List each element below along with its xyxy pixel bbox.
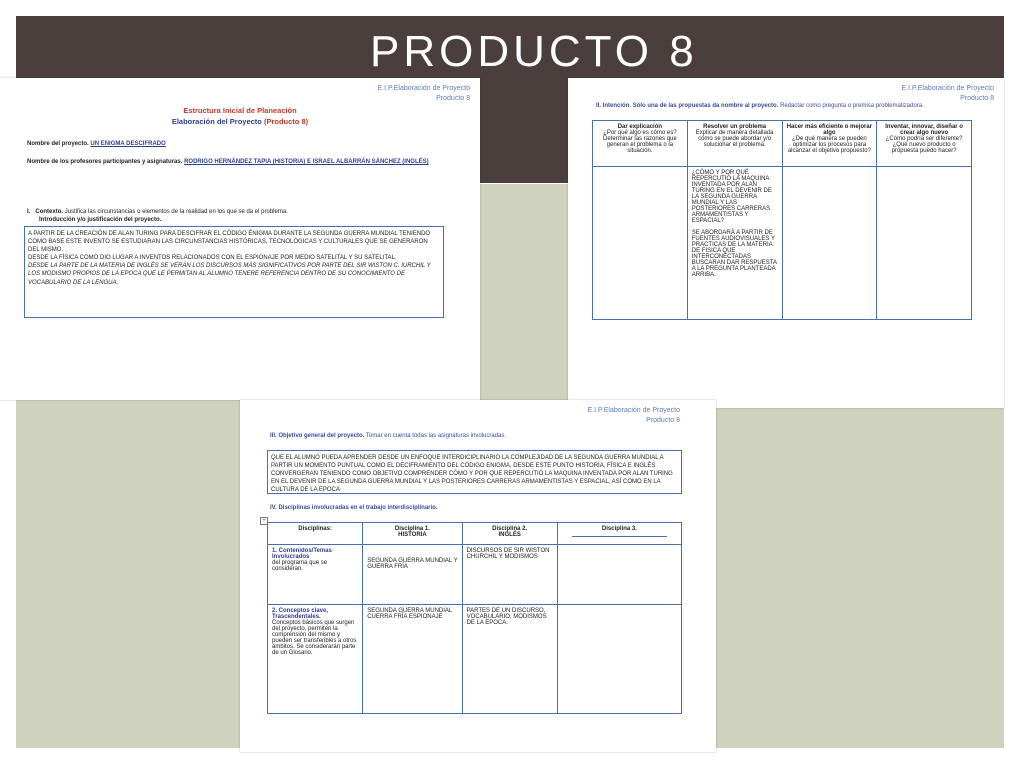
document-page-2 — [568, 78, 1004, 408]
intention-answer-cell[interactable]: ¿CÓMO Y POR QUÉ REPERCUTIÓ LA MAQUINA INVENTADA POR ALAN TURING EN EL DEVENIR DE LA SEGUNDA GUERRA MUNDIAL Y LAS POSTERIORES CARRERAS ARMAMENTISTAS Y ESPACIAL? SE ABORDARÁ A PARTIR DE FUENTES AUDIOVISUALES Y PRACTICAS DE LA MATERIA DE FISICA QUE INTERCONECTADAS BUSCARAN DAR RESPUESTA A LA PREGUNTA PLANTEADA ARRIBA. — [687, 167, 782, 320]
document-title: Estructura Inicial de Planeación Elaboración del Proyecto (Producto 8) — [171, 106, 309, 126]
row-contents-d1[interactable]: SEGUNDA GUERRA MUNDIAL Y GUERRA FRÍA — [363, 545, 462, 605]
page-header: E.I.P.Elaboración de Proyecto Producto 8 — [377, 85, 470, 103]
context-text-box[interactable]: A PARTIR DE LA CREACIÓN DE ALAN TURING PARA DESCIFRAR EL CÓDIGO ÉNIGMA DURANTE LA SEGUNDA GUERRA MUNDIAL TENIENDO COMO BASE ESTE INVENTO SE ESTUDIARAN LAS CIRCUNSTANCIAS HISTÓRICAS, TECNOLÓGICAS Y CULTURALES QUE SE GENERARON DEL MISMO. DESDE LA FÍSICA COMO DIO LUGAR A INVENTOS RELACIONADOS CON EL ESPIONAJE POR MEDIO SATELITAL Y SU SATELITAL. DESDE LA PARTE DE LA MATERIA DE INGLÉS SE VERÁN LOS DISCURSOS MÁS SIGNIFICATIVOS POR PARTE DEL SIR WISTON C. IURCHIL Y LOS MODISMO PROPIOS DE LA EPOCA QUE LE PERMITAN AL ALUMNO TENERE REFERENCIA DENTRO DE SU CONOCIMIENTO DE VOCABULARIO DE LA LENGUA. — [24, 226, 444, 318]
table-move-handle-icon[interactable]: + — [260, 517, 268, 525]
disciplines-table — [267, 522, 682, 714]
professors-line: Nombre de los profesores participantes y asignaturas. RODRIGO HERNÁNDEZ TAPIA (HISTORIA) E ISRAEL ALBARRÁN SÁNCHEZ (INGLÉS) — [27, 159, 429, 165]
intention-cell-empty[interactable] — [782, 167, 877, 320]
row-concepts-d2[interactable]: PARTES DE UN DISCURSO, VOCABULARIO, MODISMOS DE LA EPOCA. — [462, 605, 557, 714]
project-name-line: Nombre del proyecto. UN ENIGMA DESCIFRADO — [27, 141, 166, 147]
row-contents-d3[interactable] — [557, 545, 681, 605]
row-concepts-d1[interactable]: SEGUNDA GUERRA MUNDIAL CUERRA FRÍA ESPIONAJE — [363, 605, 462, 714]
disciplines-label: IV. Disciplinas involucradas en el trabajo interdisciplinario. — [270, 505, 438, 511]
intention-col-invent: Inventar, innovar, diseñar o crear algo nuevo ¿Cómo podría ser diferente? ¿Qué nuevo producto o propuesta puedo hacer? — [877, 121, 972, 167]
intention-col-explain: Dar explicación ¿Por qué algo es cómo es? Determinar las razones que generan el problema o la situación. — [593, 121, 688, 167]
intention-col-solve: Resolver un problema Explicar de manera detallada cómo se puede abordar y/o solucionar el problema. — [687, 121, 782, 167]
objective-label-line: III. Objetivo general del proyecto. Tomar en cuenta todas las asignaturas involucradas. — [270, 433, 507, 439]
intention-table — [592, 120, 972, 320]
th-discipline-1: Disciplina 1. HISTORIA — [363, 523, 462, 545]
row-contents: 1. Contenidos/Temas Involucrados del programa que se consideran. — [268, 545, 363, 605]
page-header: E.I.P.Elaboración de Proyecto Producto 8 — [587, 407, 680, 425]
intention-cell-empty[interactable] — [593, 167, 688, 320]
intention-col-improve: Hacer más eficiente o mejorar algo ¿De qué manera se pueden optimizar los procesos para alcanzar el objetivo propuesto? — [782, 121, 877, 167]
objective-text-box[interactable]: QUE EL ALUMNO PUEDA APRENDER DESDE UN ENFOQUE INTERDICIPLINARIO LA COMPLEJIDAD DE LA SEGUNDA GUERRA MUNDIAL A PARTIR UN MOMENTO PUNTUAL COMO EL DECIFRAMIENTO DEL CÓDIGO ENIGMA, DESDE ESTE PUNTO HISTORIA, FÍSICA E INGLÉS CONVERGERAN TENIENDO COMO OBJETIVO COMPRENDER CÓMO Y POR QUE REPERCUTIÓ LA MAQUINA INVENTADA POR ALAN TURING EN EL DEVENIR DE LA SEGUNDA GUERRA MUNDIAL Y LAS POSTERIORES CARRERAS ARMAMENTISTAS Y ESPACIAL, ASÍ COMO EN LA CULTURA DE LA EPOCA — [267, 450, 682, 494]
th-discipline-2: Disciplina 2. INGLÉS — [462, 523, 557, 545]
intention-cell-empty[interactable] — [877, 167, 972, 320]
th-disciplines: Disciplinas: — [268, 523, 363, 545]
document-page-3 — [240, 400, 716, 752]
row-contents-d2[interactable]: DISCURSOS DE SIR WISTON CHURCHIL Y MODISMOS — [462, 545, 557, 605]
row-concepts: 2. Conceptos clave, Trascendentales. Conceptos básicos que surgen del proyecto, permiten la comprensión del mismo y pueden ser transferibles a otros ámbitos. Se considerarán parte de un Glosario. — [268, 605, 363, 714]
context-section: I. Contexto. Justifica las circunstancias o elementos de la realidad en los que se da el problema. Introducción y/o justificación del proyecto. — [27, 209, 288, 224]
slide-title: PRODUCTO 8 — [370, 27, 698, 76]
intention-line: II. Intención. Sólo una de las propuestas da nombre al proyecto. Redactar como pregunta o premisa problematizadora. — [596, 103, 924, 109]
decorative-dark-block — [480, 78, 570, 183]
th-discipline-3: Disciplina 3. — [557, 523, 681, 545]
document-page-1 — [0, 78, 480, 400]
row-concepts-d3[interactable] — [557, 605, 681, 714]
page-header: E.I.P.Elaboración de Proyecto Producto 8 — [901, 85, 994, 103]
